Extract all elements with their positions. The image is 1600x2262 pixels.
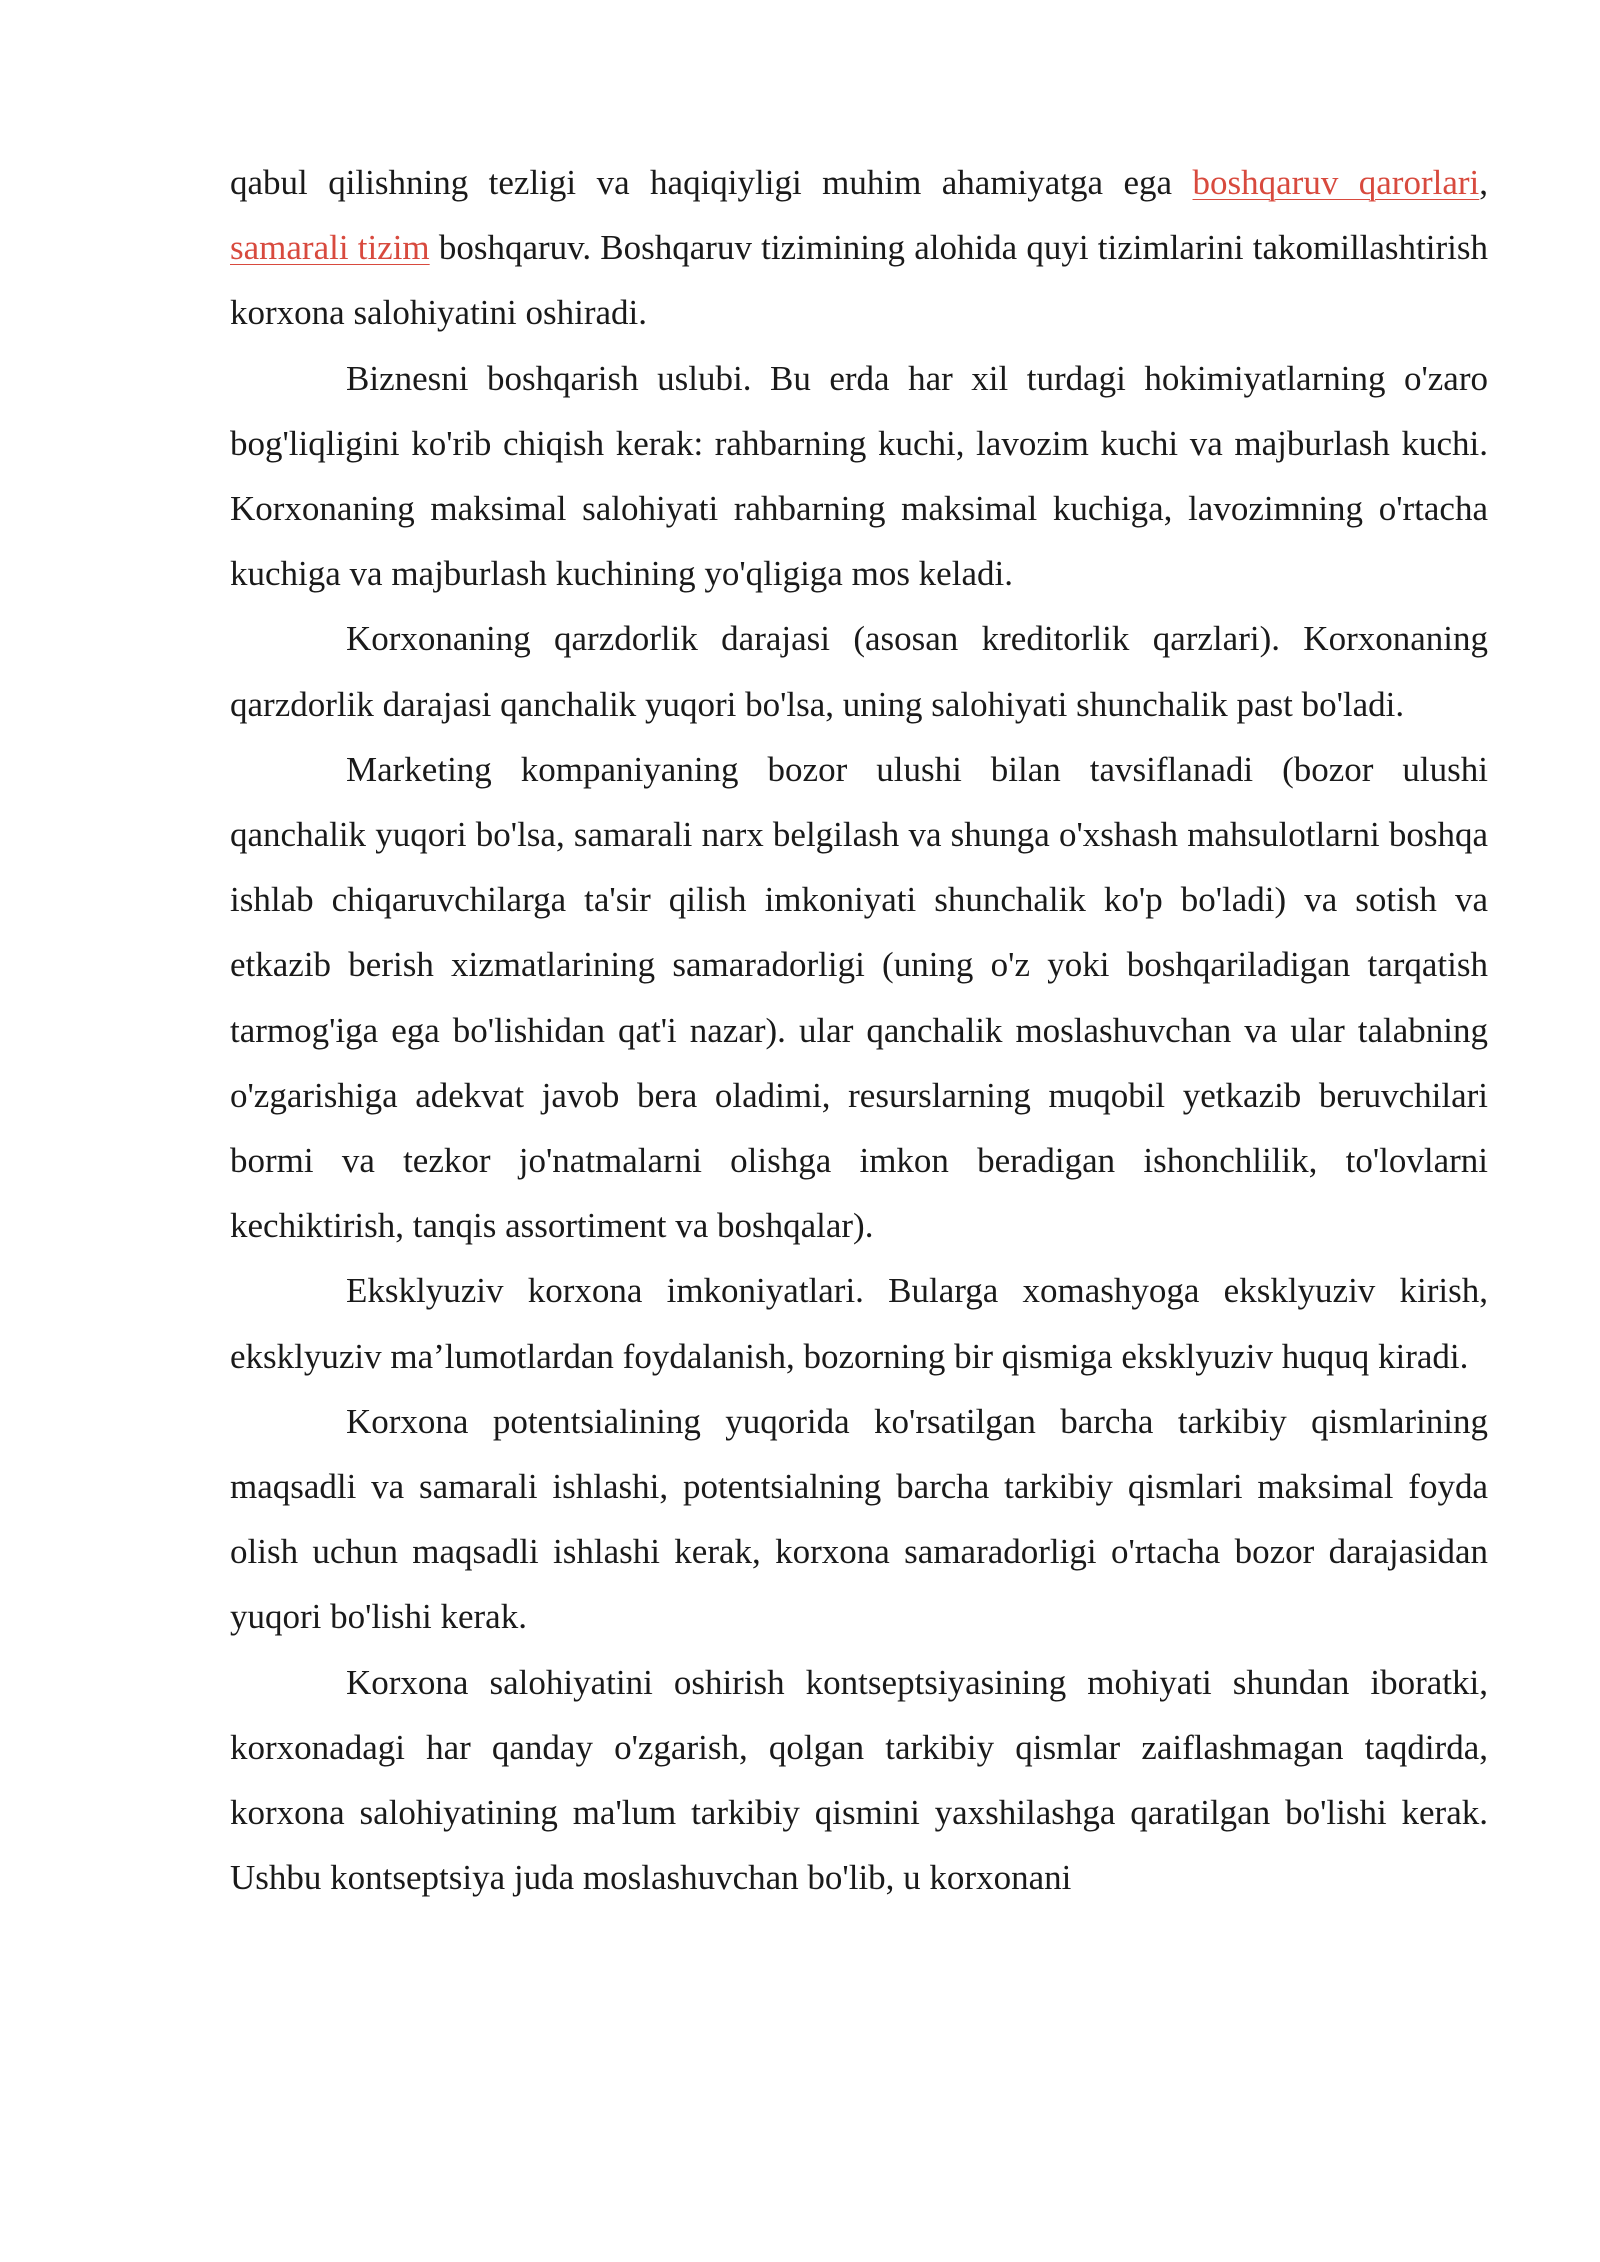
paragraph-text: Marketing kompaniyaning bozor ulushi bilan tavsiflanadi (bozor ulushi qanchalik yuqori bo'lsa, samarali narx belgilash va shunga o'xshash mahsulotlarni boshqa ishlab chiqaruvchilarga ta'sir qilish imkoniyati shunchalik ko'p bo'ladi) va sotish va etkazib berish xizmatlarining samaradorligi (uning o'z yoki boshqariladigan tarqatish tarmog'iga ega bo'lishidan qat'i nazar). ular qanchalik moslashuvchan va ular talabning o'zgarishiga adekvat javob bera oladimi, resurslarning muqobil yetkazib beruvchilari bormi va tezkor jo'natmalarni olishga imkon beradigan ishonchlilik, to'lovlarni kechiktirish, tanqis assortiment va boshqalar). — [230, 749, 1488, 1246]
paragraph-text: Biznesni boshqarish uslubi. Bu erda har xil turdagi hokimiyatlarning o'zaro bog'liqligini ko'rib chiqish kerak: rahbarning kuchi, lavozim kuchi va majburlash kuchi. Korxonaning maksimal salohiyati rahbarning maksimal kuchiga, lavozimning o'rtacha kuchiga va majburlash kuchining yo'qligiga mos keladi. — [230, 358, 1488, 594]
paragraph-text: boshqaruv. Boshqaruv tizimining alohida quyi tizimlarini takomillashtirish korxona salohiyatini oshiradi. — [230, 228, 1489, 333]
paragraph-management-style — [230, 346, 1488, 607]
document-body — [230, 150, 1488, 1910]
paragraph-text: Eksklyuziv korxona imkoniyatlari. Bularga xomashyoga eksklyuziv kirish, eksklyuziv ma’lumotlardan foydalanish, bozorning bir qismiga eksklyuziv huquq kiradi. — [230, 1271, 1488, 1376]
paragraph-text: qabul qilishning tezligi va haqiqiyligi muhim ahamiyatga ega — [230, 163, 1193, 202]
paragraph-text: Korxona potentsialining yuqorida ko'rsatilgan barcha tarkibiy qismlarining maqsadli va samarali ishlashi, potentsialning barcha tarkibiy qismlari maksimal foyda olish uchun maqsadli ishlashi kerak, korxona samaradorligi o'rtacha bozor darajasidan yuqori bo'lishi kerak. — [230, 1401, 1488, 1637]
paragraph-debt-level — [230, 606, 1488, 736]
paragraph-potential-components — [230, 1389, 1488, 1650]
paragraph-text: Korxonaning qarzdorlik darajasi (asosan kreditorlik qarzlari). Korxonaning qarzdorlik darajasi qanchalik yuqori bo'lsa, uning salohiyati shunchalik past bo'ladi. — [230, 619, 1488, 724]
paragraph-text: Korxona salohiyatini oshirish kontseptsiyasining mohiyati shundan iboratki, korxonadagi har qanday o'zgarish, qolgan tarkibiy qismlar zaiflashmagan taqdirda, korxona salohiyatining ma'lum tarkibiy qismini yaxshilashga qaratilgan bo'lishi kerak. Ushbu kontseptsiya juda moslashuvchan bo'lib, u korxonani — [230, 1662, 1488, 1898]
paragraph-exclusive-opportunities — [230, 1258, 1488, 1388]
paragraph-concept — [230, 1650, 1488, 1911]
paragraph-text: , — [1479, 163, 1489, 202]
paragraph-marketing — [230, 737, 1488, 1259]
link-boshqaruv-qarorlari[interactable]: boshqaruv qarorlari — [1192, 163, 1480, 202]
link-samarali-tizim[interactable]: samarali tizim — [230, 228, 430, 268]
paragraph-decision-speed — [230, 150, 1488, 346]
